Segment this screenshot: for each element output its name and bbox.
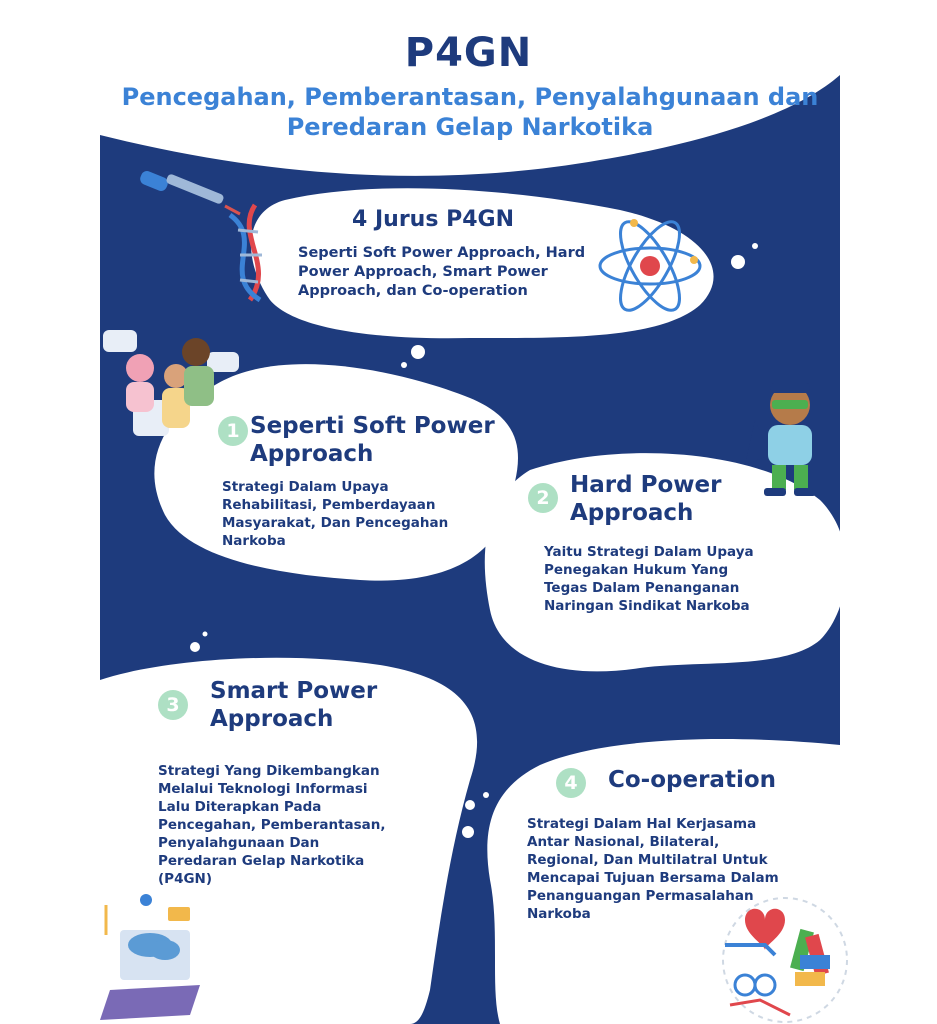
card-2-title-line2: Approach [570, 500, 694, 526]
card-4-number: 4 [556, 768, 586, 798]
page-subtitle: Pencegahan, Pemberantasan, Penyalahgunaan dan Peredaran Gelap Narkotika [121, 83, 819, 141]
card-2-number: 2 [528, 483, 558, 513]
card-2-body: Yaitu Strategi Dalam Upaya Penegakan Hukum Yang Tegas Dalam Penanganan Naringan Sindikat Narkoba [544, 544, 754, 614]
card-1-body: Strategi Dalam Upaya Rehabilitasi, Pemberdayaan Masyarakat, Dan Pencegahan Narkoba [222, 479, 449, 549]
card-3-number: 3 [158, 690, 188, 720]
card-2-title-line1: Hard Power [570, 472, 722, 498]
card-1-title-line2: Approach [250, 441, 374, 467]
page-title: P4GN [404, 30, 533, 76]
intro-body: Seperti Soft Power Approach, Hard Power Approach, Smart Power Approach, dan Co-operation [298, 245, 586, 299]
card-3-title-line2: Approach [210, 706, 334, 732]
intro-title: 4 Jurus P4GN [352, 207, 514, 232]
card-1-title-line1: Seperti Soft Power [250, 413, 495, 439]
card-3-body: Strategi Yang Dikembangkan Melalui Teknologi Informasi Lalu Diterapkan Pada Pencegahan, Pemberantasan, Penyalahgunaan Dan Peredaran Gelap Narkotika (P4GN) [158, 763, 386, 887]
card-1-number: 1 [218, 416, 248, 446]
card-3-title-line1: Smart Power [210, 678, 378, 704]
card-4-title-line1: Co-operation [608, 767, 777, 793]
card-4-body: Strategi Dalam Hal Kerjasama Antar Nasional, Bilateral, Regional, Dan Multilatral Untuk Mencapai Tujuan Bersama Dalam Penanguangan Permasalahan Narkoba [527, 816, 779, 922]
